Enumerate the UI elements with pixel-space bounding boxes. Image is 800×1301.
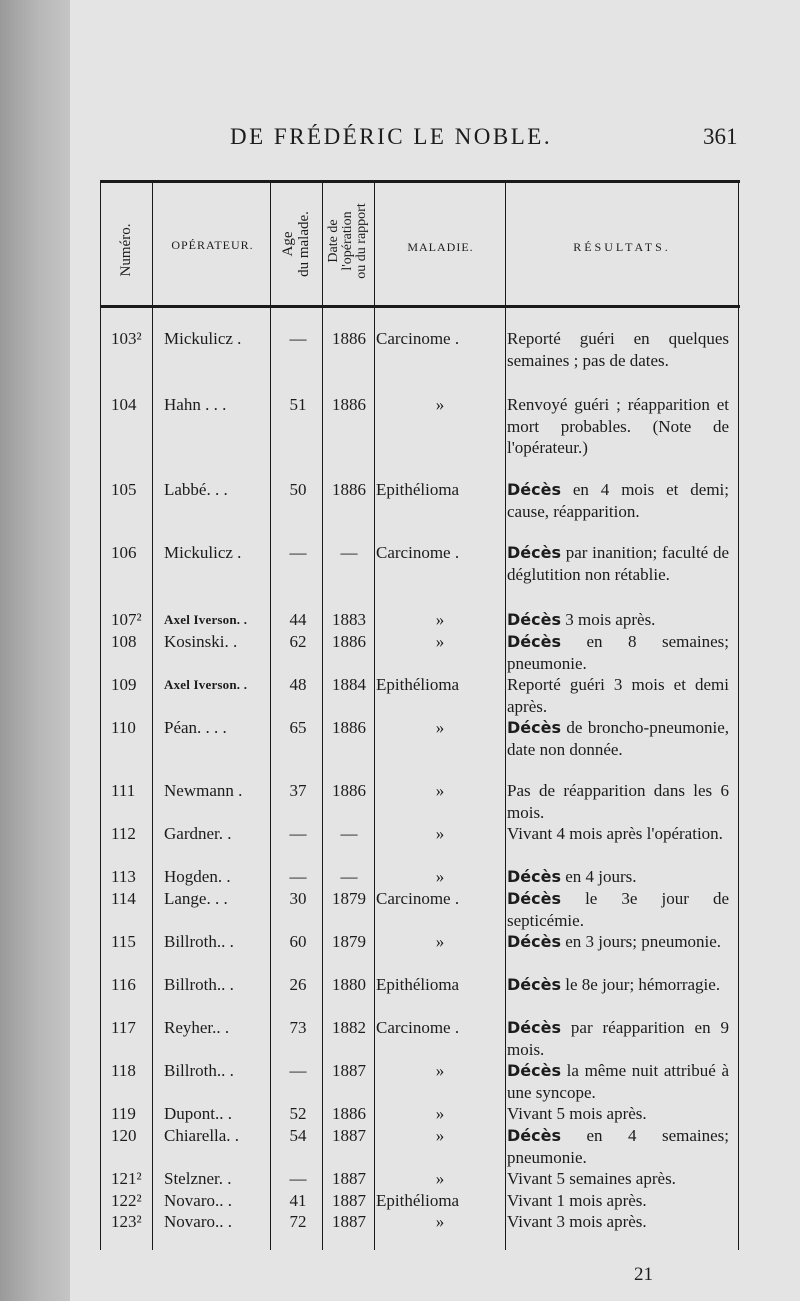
row-numero: 113 [111, 867, 136, 886]
row-resultat [507, 974, 729, 996]
row-resultat [507, 888, 729, 931]
row-resultat-emphasis: Décès [507, 1018, 561, 1037]
row-age: 54 [289, 1126, 307, 1145]
row-resultat-emphasis: Décès [507, 1061, 561, 1080]
row-maladie: Carcinome . [376, 329, 460, 348]
row-numero: 122² [111, 1191, 142, 1210]
row-resultat-emphasis: Décès [507, 1126, 561, 1145]
row-operateur: Hahn . . . [164, 395, 227, 414]
row-maladie: » [435, 824, 445, 843]
row-date: — [340, 543, 358, 562]
row-maladie: » [435, 1169, 445, 1188]
row-maladie: » [435, 1126, 445, 1145]
header-date: Date de l'opération ou du rapport [326, 203, 369, 279]
results-table [100, 180, 740, 1250]
table-left-rule [100, 180, 101, 1250]
row-resultat [507, 1211, 729, 1233]
row-numero: 111 [111, 781, 136, 800]
row-resultat [507, 328, 729, 371]
row-operateur: Axel Iverson. . [164, 677, 248, 692]
row-resultat-text: Vivant 5 mois après. [507, 1104, 647, 1123]
row-resultat-text: en 4 semaines; pneumonie. [507, 1126, 729, 1167]
row-date: 1887 [332, 1126, 366, 1145]
row-resultat-text: en 4 jours. [561, 867, 637, 886]
row-numero: 112 [111, 824, 136, 843]
row-resultat-text: Pas de réapparition dans les 6 mois. [507, 781, 729, 822]
row-resultat-emphasis: Décès [507, 975, 561, 994]
row-operateur: Chiarella. . [164, 1126, 240, 1145]
row-age: 44 [289, 610, 307, 629]
row-maladie: » [435, 610, 445, 629]
row-resultat [507, 479, 729, 522]
row-age: — [289, 1169, 307, 1188]
row-date: 1886 [332, 480, 366, 499]
row-resultat-text: par inanition; faculté de déglutition non rétablie. [507, 543, 729, 584]
row-numero: 104 [111, 395, 137, 414]
row-resultat-emphasis: Décès [507, 718, 561, 737]
row-resultat [507, 931, 729, 953]
signature-mark: 21 [634, 1264, 653, 1285]
table-right-rule [738, 180, 739, 1250]
row-numero: 116 [111, 975, 136, 994]
row-maladie: » [435, 781, 445, 800]
row-resultat-text: Reporté guéri 3 mois et demi après. [507, 675, 729, 716]
row-resultat [507, 609, 729, 631]
row-resultat-emphasis: Décès [507, 632, 561, 651]
row-date: 1887 [332, 1191, 366, 1210]
row-age: 52 [289, 1104, 307, 1123]
row-numero: 123² [111, 1212, 142, 1231]
table-top-rule [100, 180, 740, 183]
row-date: 1887 [332, 1061, 366, 1080]
row-numero: 118 [111, 1061, 136, 1080]
row-date: 1886 [332, 329, 366, 348]
row-age: 60 [289, 932, 307, 951]
row-operateur: Novaro.. . [164, 1212, 232, 1231]
row-operateur: Novaro.. . [164, 1191, 232, 1210]
row-date: 1886 [332, 632, 366, 651]
row-date: 1886 [332, 1104, 366, 1123]
row-date: 1879 [332, 889, 366, 908]
row-date: 1880 [332, 975, 366, 994]
row-maladie: » [435, 718, 445, 737]
row-operateur: Dupont.. . [164, 1104, 232, 1123]
row-age: 37 [289, 781, 307, 800]
row-maladie: Epithélioma [376, 975, 460, 994]
row-maladie: Carcinome . [376, 543, 460, 562]
row-resultat-text: Vivant 5 semaines après. [507, 1169, 676, 1188]
row-age: 72 [289, 1212, 307, 1231]
row-age: 26 [289, 975, 307, 994]
row-resultat-text: Vivant 4 mois après l'opération. [507, 824, 723, 843]
row-age: 30 [289, 889, 307, 908]
row-numero: 121² [111, 1169, 142, 1188]
row-resultat-text: en 4 mois et demi; cause, réapparition. [507, 480, 729, 521]
row-resultat [507, 674, 729, 717]
row-date: 1887 [332, 1169, 366, 1188]
row-resultat [507, 1103, 729, 1125]
row-resultat [507, 631, 729, 674]
header-age: Age du malade. [280, 211, 312, 277]
row-resultat [507, 866, 729, 888]
row-operateur: Péan. . . . [164, 718, 227, 737]
row-age: 41 [289, 1191, 307, 1210]
row-operateur: Gardner. . [164, 824, 232, 843]
row-numero: 110 [111, 718, 136, 737]
row-resultat-text: en 8 semaines; pneumonie. [507, 632, 729, 673]
row-operateur: Stelzner. . [164, 1169, 232, 1188]
row-resultat-text: Vivant 3 mois après. [507, 1212, 647, 1231]
row-age: — [289, 1061, 307, 1080]
row-resultat-text: en 3 jours; pneumonie. [561, 932, 722, 951]
row-numero: 117 [111, 1018, 136, 1037]
row-operateur: Mickulicz . [164, 329, 242, 348]
row-date: 1882 [332, 1018, 366, 1037]
row-numero: 108 [111, 632, 137, 651]
row-age: 73 [289, 1018, 307, 1037]
row-date: 1886 [332, 718, 366, 737]
row-numero: 103² [111, 329, 142, 348]
row-resultat-emphasis: Décès [507, 480, 561, 499]
row-maladie: Carcinome . [376, 889, 460, 908]
row-age: 51 [289, 395, 307, 414]
row-resultat-emphasis: Décès [507, 543, 561, 562]
header-maladie: MALADIE. [407, 240, 474, 254]
row-resultat [507, 1125, 729, 1168]
row-resultat-text: Reporté guéri en quelques semaines ; pas de dates. [507, 329, 729, 370]
row-numero: 119 [111, 1104, 136, 1123]
row-maladie: » [435, 1104, 445, 1123]
row-date: 1886 [332, 781, 366, 800]
row-numero: 105 [111, 480, 137, 499]
row-operateur: Labbé. . . [164, 480, 228, 499]
header-resultats: RÉSULTATS. [573, 240, 671, 254]
row-age: — [289, 867, 307, 886]
row-maladie: » [435, 1061, 445, 1080]
row-operateur: Hogden. . [164, 867, 231, 886]
row-maladie: » [435, 867, 445, 886]
row-age: 62 [289, 632, 307, 651]
row-operateur: Billroth.. . [164, 975, 234, 994]
row-resultat-text: le 8e jour; hémorragie. [561, 975, 721, 994]
row-operateur: Reyher.. . [164, 1018, 230, 1037]
row-operateur: Newmann . [164, 781, 243, 800]
row-operateur: Billroth.. . [164, 932, 234, 951]
row-operateur: Lange. . . [164, 889, 228, 908]
row-date: 1886 [332, 395, 366, 414]
row-resultat-emphasis: Décès [507, 932, 561, 951]
row-numero: 109 [111, 675, 137, 694]
row-maladie: Epithélioma [376, 480, 460, 499]
row-operateur: Mickulicz . [164, 543, 242, 562]
row-date: — [340, 867, 358, 886]
row-maladie: » [435, 632, 445, 651]
header-operateur: OPÉRATEUR. [171, 238, 254, 252]
row-date: — [340, 824, 358, 843]
row-resultat [507, 1017, 729, 1060]
row-resultat [507, 1168, 729, 1190]
page-number: 361 [703, 124, 738, 149]
row-resultat-text: par réapparition en 9 mois. [507, 1018, 729, 1059]
row-operateur: Kosinski. . [164, 632, 238, 651]
row-age: — [289, 329, 307, 348]
running-title: DE FRÉDÉRIC LE NOBLE. [230, 124, 553, 149]
row-numero: 114 [111, 889, 136, 908]
row-maladie: Carcinome . [376, 1018, 460, 1037]
row-numero: 106 [111, 543, 137, 562]
row-resultat-emphasis: Décès [507, 610, 561, 629]
row-resultat-text: Vivant 1 mois après. [507, 1191, 647, 1210]
row-maladie: » [435, 1212, 445, 1231]
row-resultat-text: de broncho-pneumonie, date non donnée. [507, 718, 729, 759]
row-resultat [507, 717, 729, 760]
row-resultat [507, 780, 729, 823]
row-resultat-text: Renvoyé guéri ; réapparition et mort probables. (Note de l'opérateur.) [507, 395, 729, 457]
row-numero: 120 [111, 1126, 137, 1145]
row-resultat-text: le 3e jour de septicémie. [507, 889, 729, 930]
row-maladie: Epithélioma [376, 675, 460, 694]
row-date: 1879 [332, 932, 366, 951]
row-maladie: » [435, 395, 445, 414]
row-date: 1884 [332, 675, 366, 694]
row-age: 50 [289, 480, 307, 499]
row-age: 65 [289, 718, 307, 737]
row-numero: 115 [111, 932, 136, 951]
row-age: 48 [289, 675, 307, 694]
row-age: — [289, 824, 307, 843]
row-resultat-emphasis: Décès [507, 889, 561, 908]
row-resultat-text: 3 mois après. [561, 610, 656, 629]
table-col-rule [152, 180, 153, 1250]
row-resultat [507, 1060, 729, 1103]
row-resultat-text: la même nuit attribué à une syncope. [507, 1061, 729, 1102]
row-resultat-emphasis: Décès [507, 867, 561, 886]
row-numero: 107² [111, 610, 142, 629]
row-maladie: Epithélioma [376, 1191, 460, 1210]
row-date: 1887 [332, 1212, 366, 1231]
row-operateur: Billroth.. . [164, 1061, 234, 1080]
row-resultat [507, 394, 729, 459]
row-maladie: » [435, 932, 445, 951]
row-date: 1883 [332, 610, 366, 629]
header-numero: Numéro. [118, 223, 134, 277]
table-header-rule [100, 305, 740, 308]
row-operateur: Axel Iverson. . [164, 612, 248, 627]
row-resultat [507, 542, 729, 585]
row-resultat [507, 1190, 729, 1212]
row-age: — [289, 543, 307, 562]
row-resultat [507, 823, 729, 845]
